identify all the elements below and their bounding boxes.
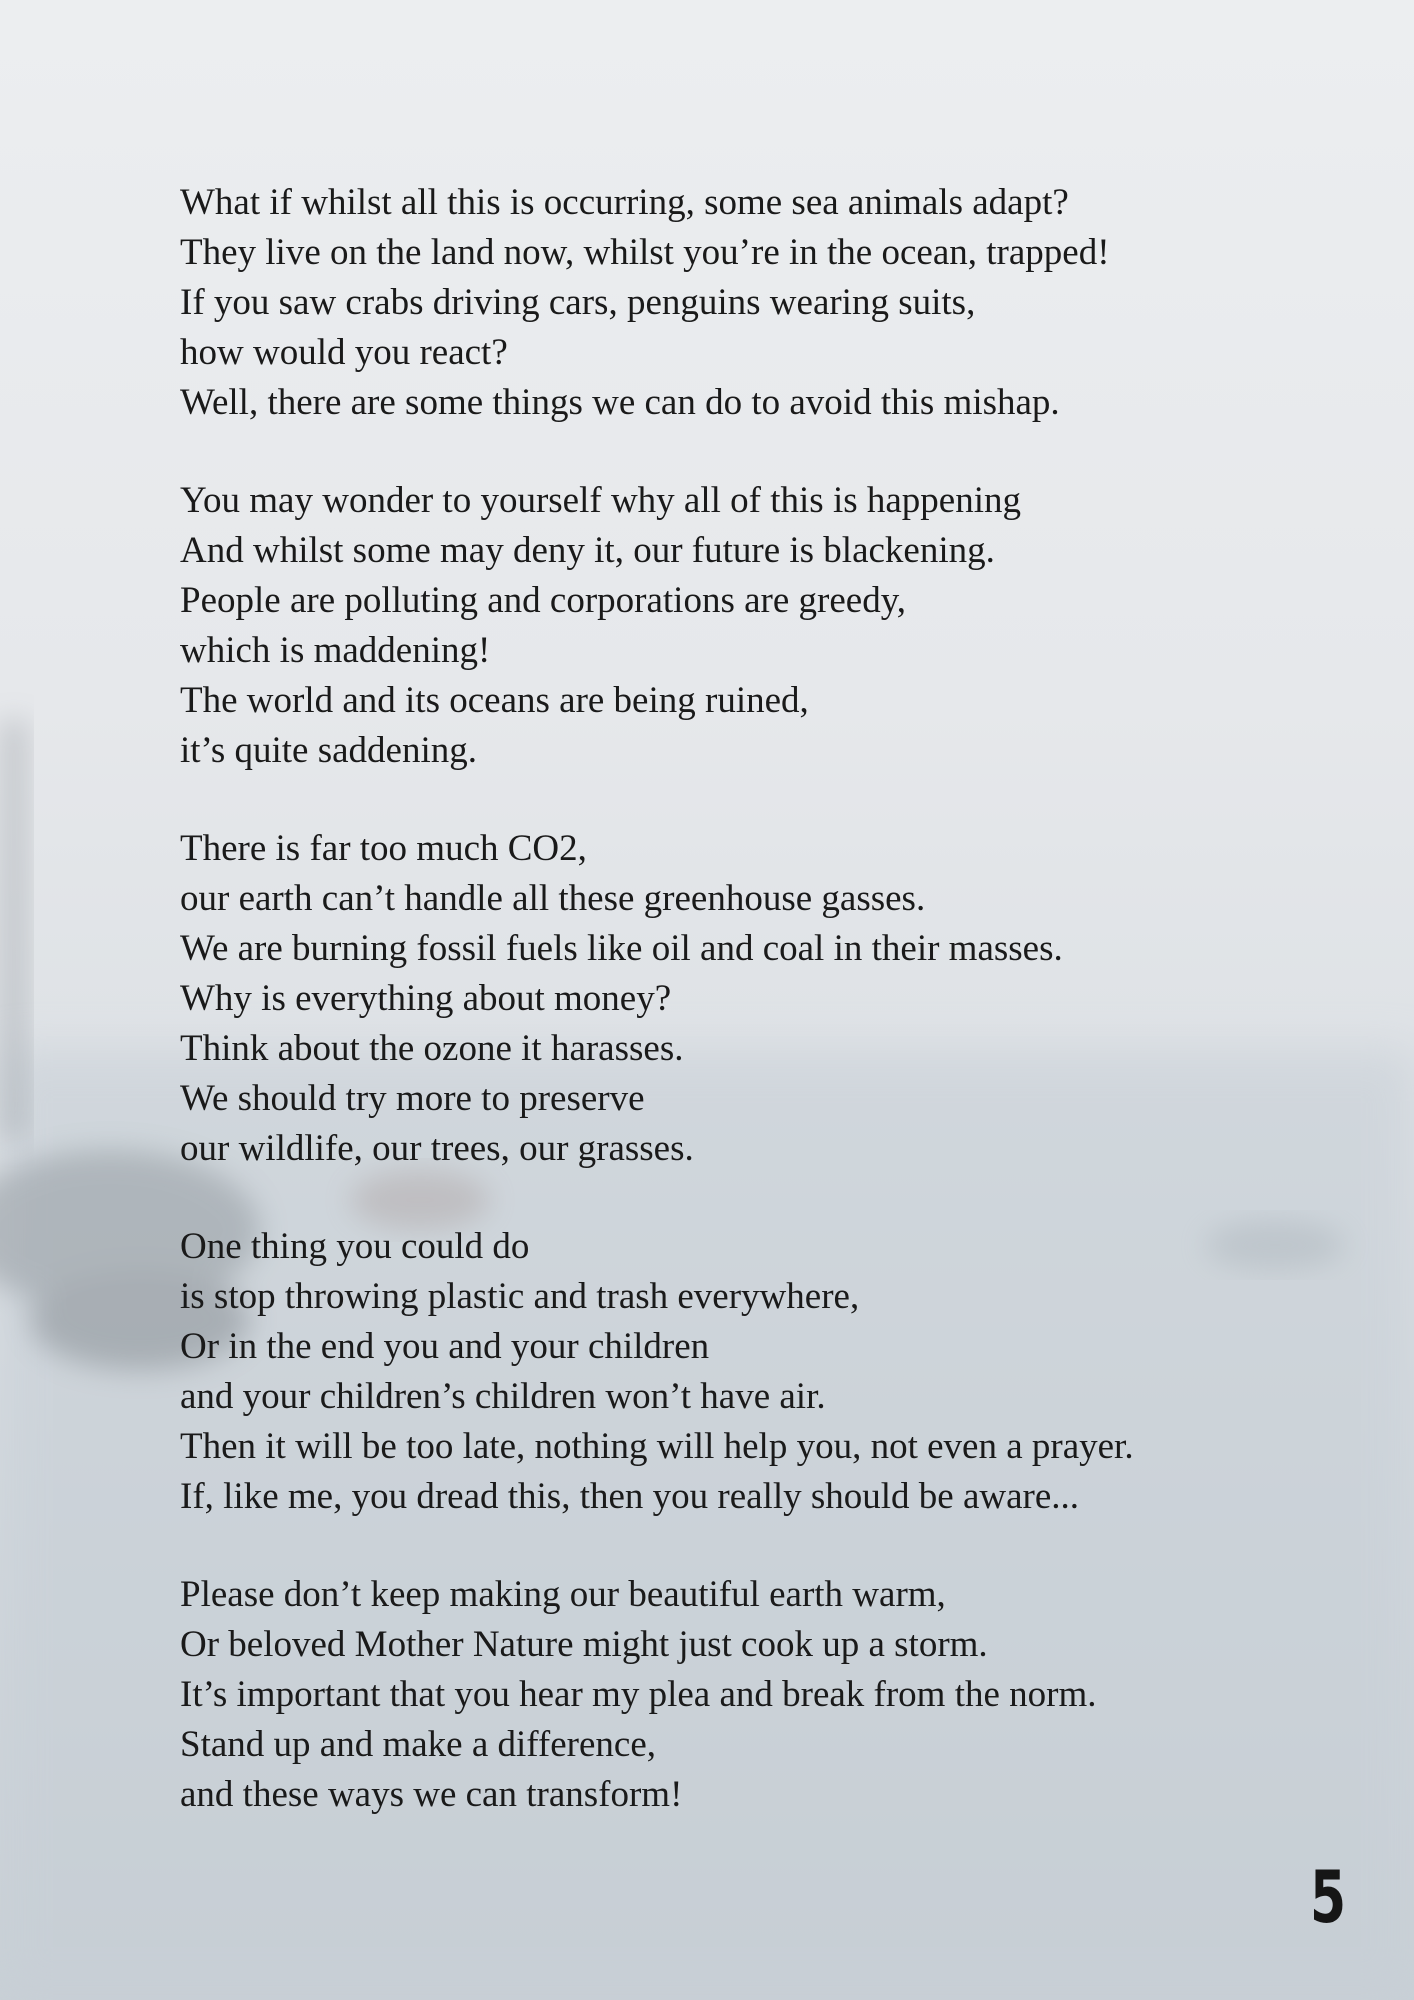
mast-shape	[0, 720, 28, 1140]
poem	[180, 178, 1310, 1820]
page-number: 5	[1310, 1855, 1345, 1939]
poem-line: how would you react?	[180, 332, 508, 373]
stanza-4	[180, 1222, 1310, 1522]
poem-line: We are burning fossil fuels like oil and coal in their masses.	[180, 928, 1063, 969]
stanza-1	[180, 178, 1310, 428]
poem-line: Stand up and make a difference,	[180, 1724, 657, 1765]
stanza-3	[180, 824, 1310, 1174]
poem-line: The world and its oceans are being ruined,	[180, 680, 809, 721]
poem-line: You may wonder to yourself why all of this is happening	[180, 480, 1021, 521]
poem-line: Or beloved Mother Nature might just cook up a storm.	[180, 1624, 988, 1665]
poem-line: which is maddening!	[180, 630, 491, 671]
poem-line: Then it will be too late, nothing will help you, not even a prayer.	[180, 1426, 1134, 1467]
stanza-5	[180, 1570, 1310, 1820]
poem-line: We should try more to preserve	[180, 1078, 645, 1119]
poem-line: If, like me, you dread this, then you really should be aware...	[180, 1476, 1080, 1517]
poem-line: Please don’t keep making our beautiful earth warm,	[180, 1574, 946, 1615]
poem-line: People are polluting and corporations are greedy,	[180, 580, 907, 621]
poem-line: it’s quite saddening.	[180, 730, 477, 771]
poem-line: There is far too much CO2,	[180, 828, 587, 869]
poem-line: What if whilst all this is occurring, some sea animals adapt?	[180, 182, 1069, 223]
poem-line: our wildlife, our trees, our grasses.	[180, 1128, 694, 1169]
poem-line: Why is everything about money?	[180, 978, 672, 1019]
poem-line: our earth can’t handle all these greenhouse gasses.	[180, 878, 926, 919]
poem-line: If you saw crabs driving cars, penguins wearing suits,	[180, 282, 976, 323]
poem-line: Think about the ozone it harasses.	[180, 1028, 684, 1069]
poem-line: They live on the land now, whilst you’re in the ocean, trapped!	[180, 232, 1110, 273]
poem-line: It’s important that you hear my plea and break from the norm.	[180, 1674, 1097, 1715]
poem-line: and these ways we can transform!	[180, 1774, 683, 1815]
poem-line: is stop throwing plastic and trash everywhere,	[180, 1276, 860, 1317]
poem-line: One thing you could do	[180, 1226, 530, 1267]
poem-line: Well, there are some things we can do to avoid this mishap.	[180, 382, 1060, 423]
poem-line: and your children’s children won’t have air.	[180, 1376, 826, 1417]
stanza-2	[180, 476, 1310, 776]
poem-line: Or in the end you and your children	[180, 1326, 710, 1367]
poem-line: And whilst some may deny it, our future is blackening.	[180, 530, 995, 571]
